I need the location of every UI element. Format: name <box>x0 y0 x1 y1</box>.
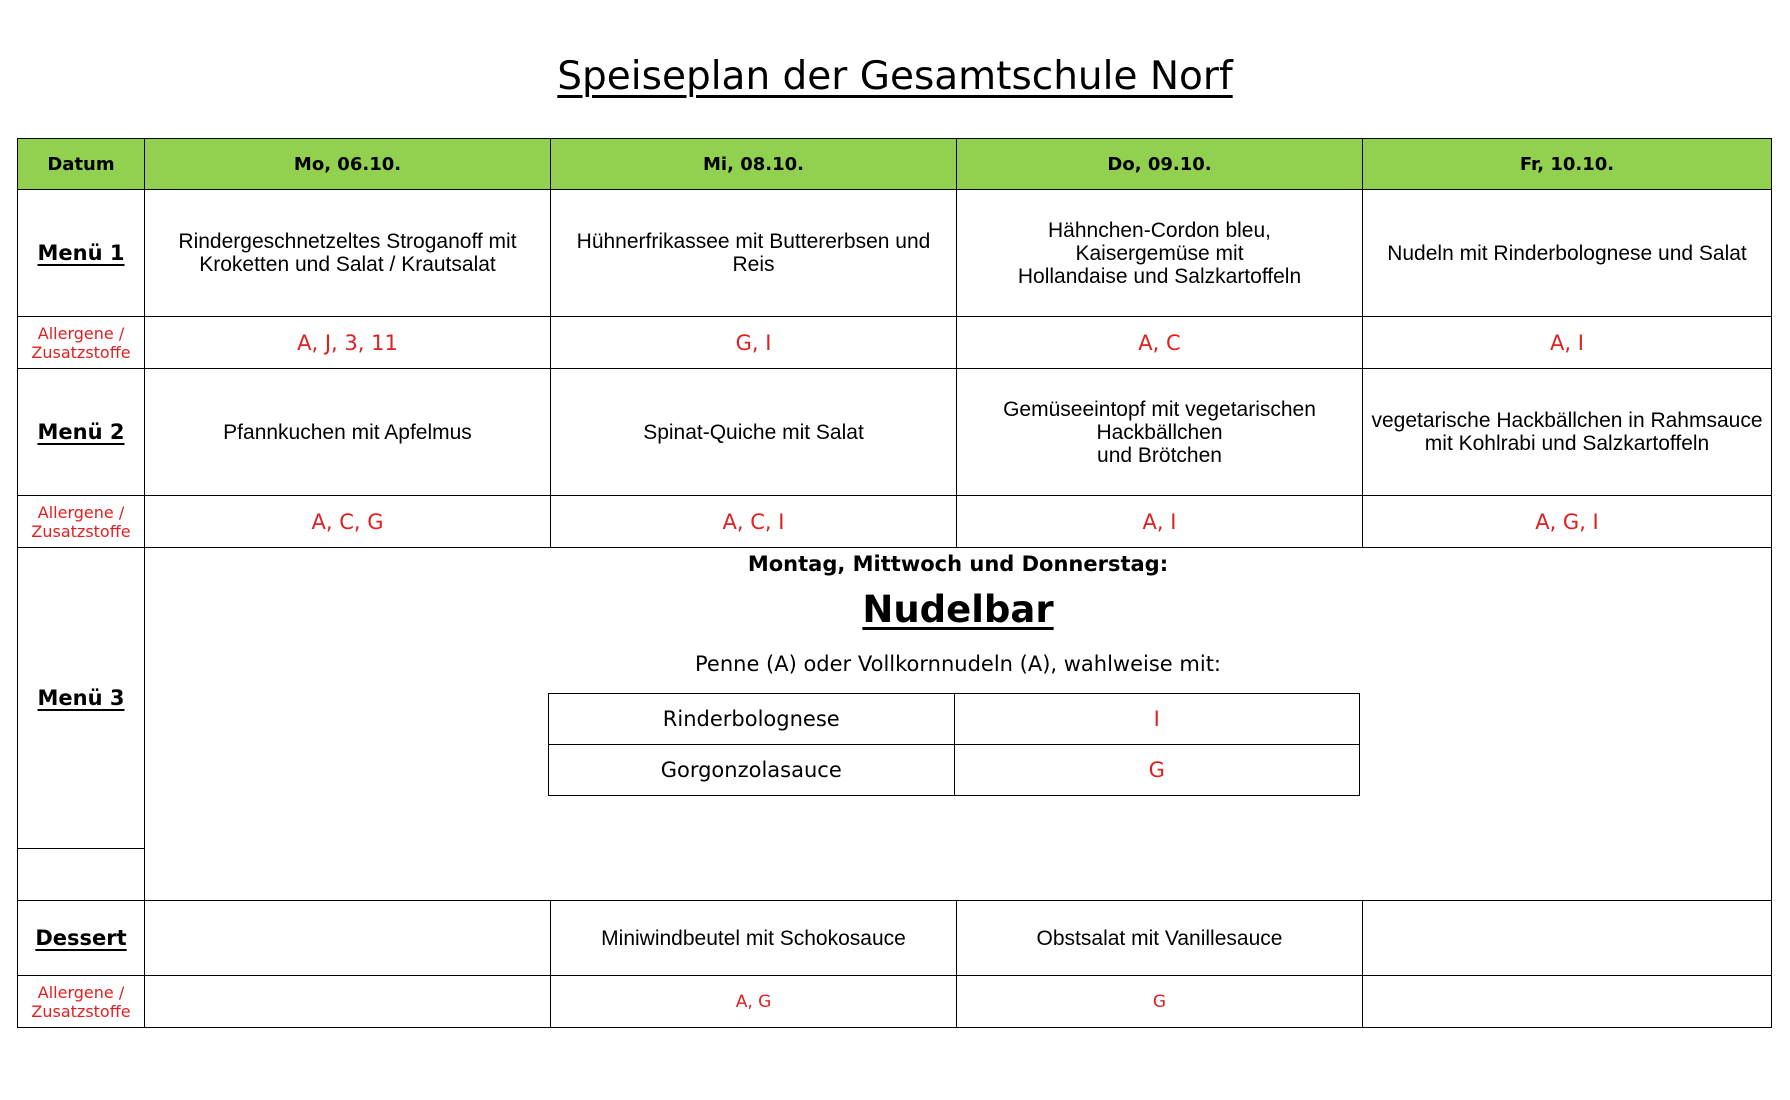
menu1-allergen-4: A, I <box>1363 317 1772 369</box>
menu2-row <box>18 369 1772 496</box>
nudelbar-option-row <box>549 694 1360 745</box>
dessert-dish-2: Miniwindbeutel mit Schokosauce <box>551 901 957 976</box>
dessert-dish-4 <box>1363 901 1772 976</box>
menu1-allergen-3: A, C <box>957 317 1363 369</box>
nudelbar-days: Montag, Mittwoch und Donnerstag: <box>747 552 1169 576</box>
menu2-dish-3: Gemüseeintopf mit vegetarischen Hackbällchen und Brötchen <box>957 369 1363 496</box>
menu2-allergen-1: A, C, G <box>145 496 551 548</box>
dessert-dish-3: Obstsalat mit Vanillesauce <box>957 901 1363 976</box>
menu2-dish-1: Pfannkuchen mit Apfelmus <box>145 369 551 496</box>
allergen-label: Allergene / Zusatzstoffe <box>18 976 145 1028</box>
menu1-allergen-1: A, J, 3, 11 <box>145 317 551 369</box>
nudelbar-option-name: Gorgonzolasauce <box>549 745 955 796</box>
menu2-allergen-2: A, C, I <box>551 496 957 548</box>
menu1-allergen-row <box>18 317 1772 369</box>
menu3-label: Menü 3 <box>37 686 125 710</box>
menu1-dish-2: Hühnerfrikassee mit Buttererbsen und Reis <box>551 190 957 317</box>
header-date-label: Datum <box>18 139 145 190</box>
nudelbar-options-table <box>548 693 1360 796</box>
dessert-allergen-2: A, G <box>551 976 957 1028</box>
nudelbar-section <box>145 548 1772 901</box>
dessert-row <box>18 901 1772 976</box>
menu1-dish-3: Hähnchen-Cordon bleu, Kaisergemüse mit Hollandaise und Salzkartoffeln <box>957 190 1363 317</box>
menu2-label: Menü 2 <box>37 420 125 444</box>
nudelbar-option-row <box>549 745 1360 796</box>
menu2-allergen-4: A, G, I <box>1363 496 1772 548</box>
menu3-row <box>18 548 1772 849</box>
menu1-row <box>18 190 1772 317</box>
nudelbar-option-name: Rinderbolognese <box>549 694 955 745</box>
nudelbar-option-allergen: G <box>954 745 1360 796</box>
header-row <box>18 139 1772 190</box>
dessert-allergen-3: G <box>957 976 1363 1028</box>
menu1-label: Menü 1 <box>37 241 125 265</box>
dessert-allergen-row <box>18 976 1772 1028</box>
header-day-1: Mo, 06.10. <box>145 139 551 190</box>
menu2-dish-2: Spinat-Quiche mit Salat <box>551 369 957 496</box>
menu2-dish-4: vegetarische Hackbällchen in Rahmsauce mit Kohlrabi und Salzkartoffeln <box>1363 369 1772 496</box>
nudelbar-subtitle: Penne (A) oder Vollkornnudeln (A), wahlweise mit: <box>694 652 1221 676</box>
nudelbar-title: Nudelbar <box>862 588 1054 631</box>
menu3-empty-cell <box>18 849 145 901</box>
menu2-allergen-3: A, I <box>957 496 1363 548</box>
header-day-4: Fr, 10.10. <box>1363 139 1772 190</box>
dessert-allergen-1 <box>145 976 551 1028</box>
dessert-dish-1 <box>145 901 551 976</box>
dessert-allergen-4 <box>1363 976 1772 1028</box>
allergen-label: Allergene / Zusatzstoffe <box>18 317 145 369</box>
header-day-3: Do, 09.10. <box>957 139 1363 190</box>
menu1-dish-4: Nudeln mit Rinderbolognese und Salat <box>1363 190 1772 317</box>
dessert-label: Dessert <box>35 926 127 950</box>
menu2-allergen-row <box>18 496 1772 548</box>
header-day-2: Mi, 08.10. <box>551 139 957 190</box>
menu1-allergen-2: G, I <box>551 317 957 369</box>
menu1-dish-1: Rindergeschnetzeltes Stroganoff mit Kroketten und Salat / Krautsalat <box>145 190 551 317</box>
nudelbar-option-allergen: I <box>954 694 1360 745</box>
meal-plan-table <box>17 138 1772 1028</box>
allergen-label: Allergene / Zusatzstoffe <box>18 496 145 548</box>
page-title: Speiseplan der Gesamtschule Norf <box>557 54 1233 99</box>
